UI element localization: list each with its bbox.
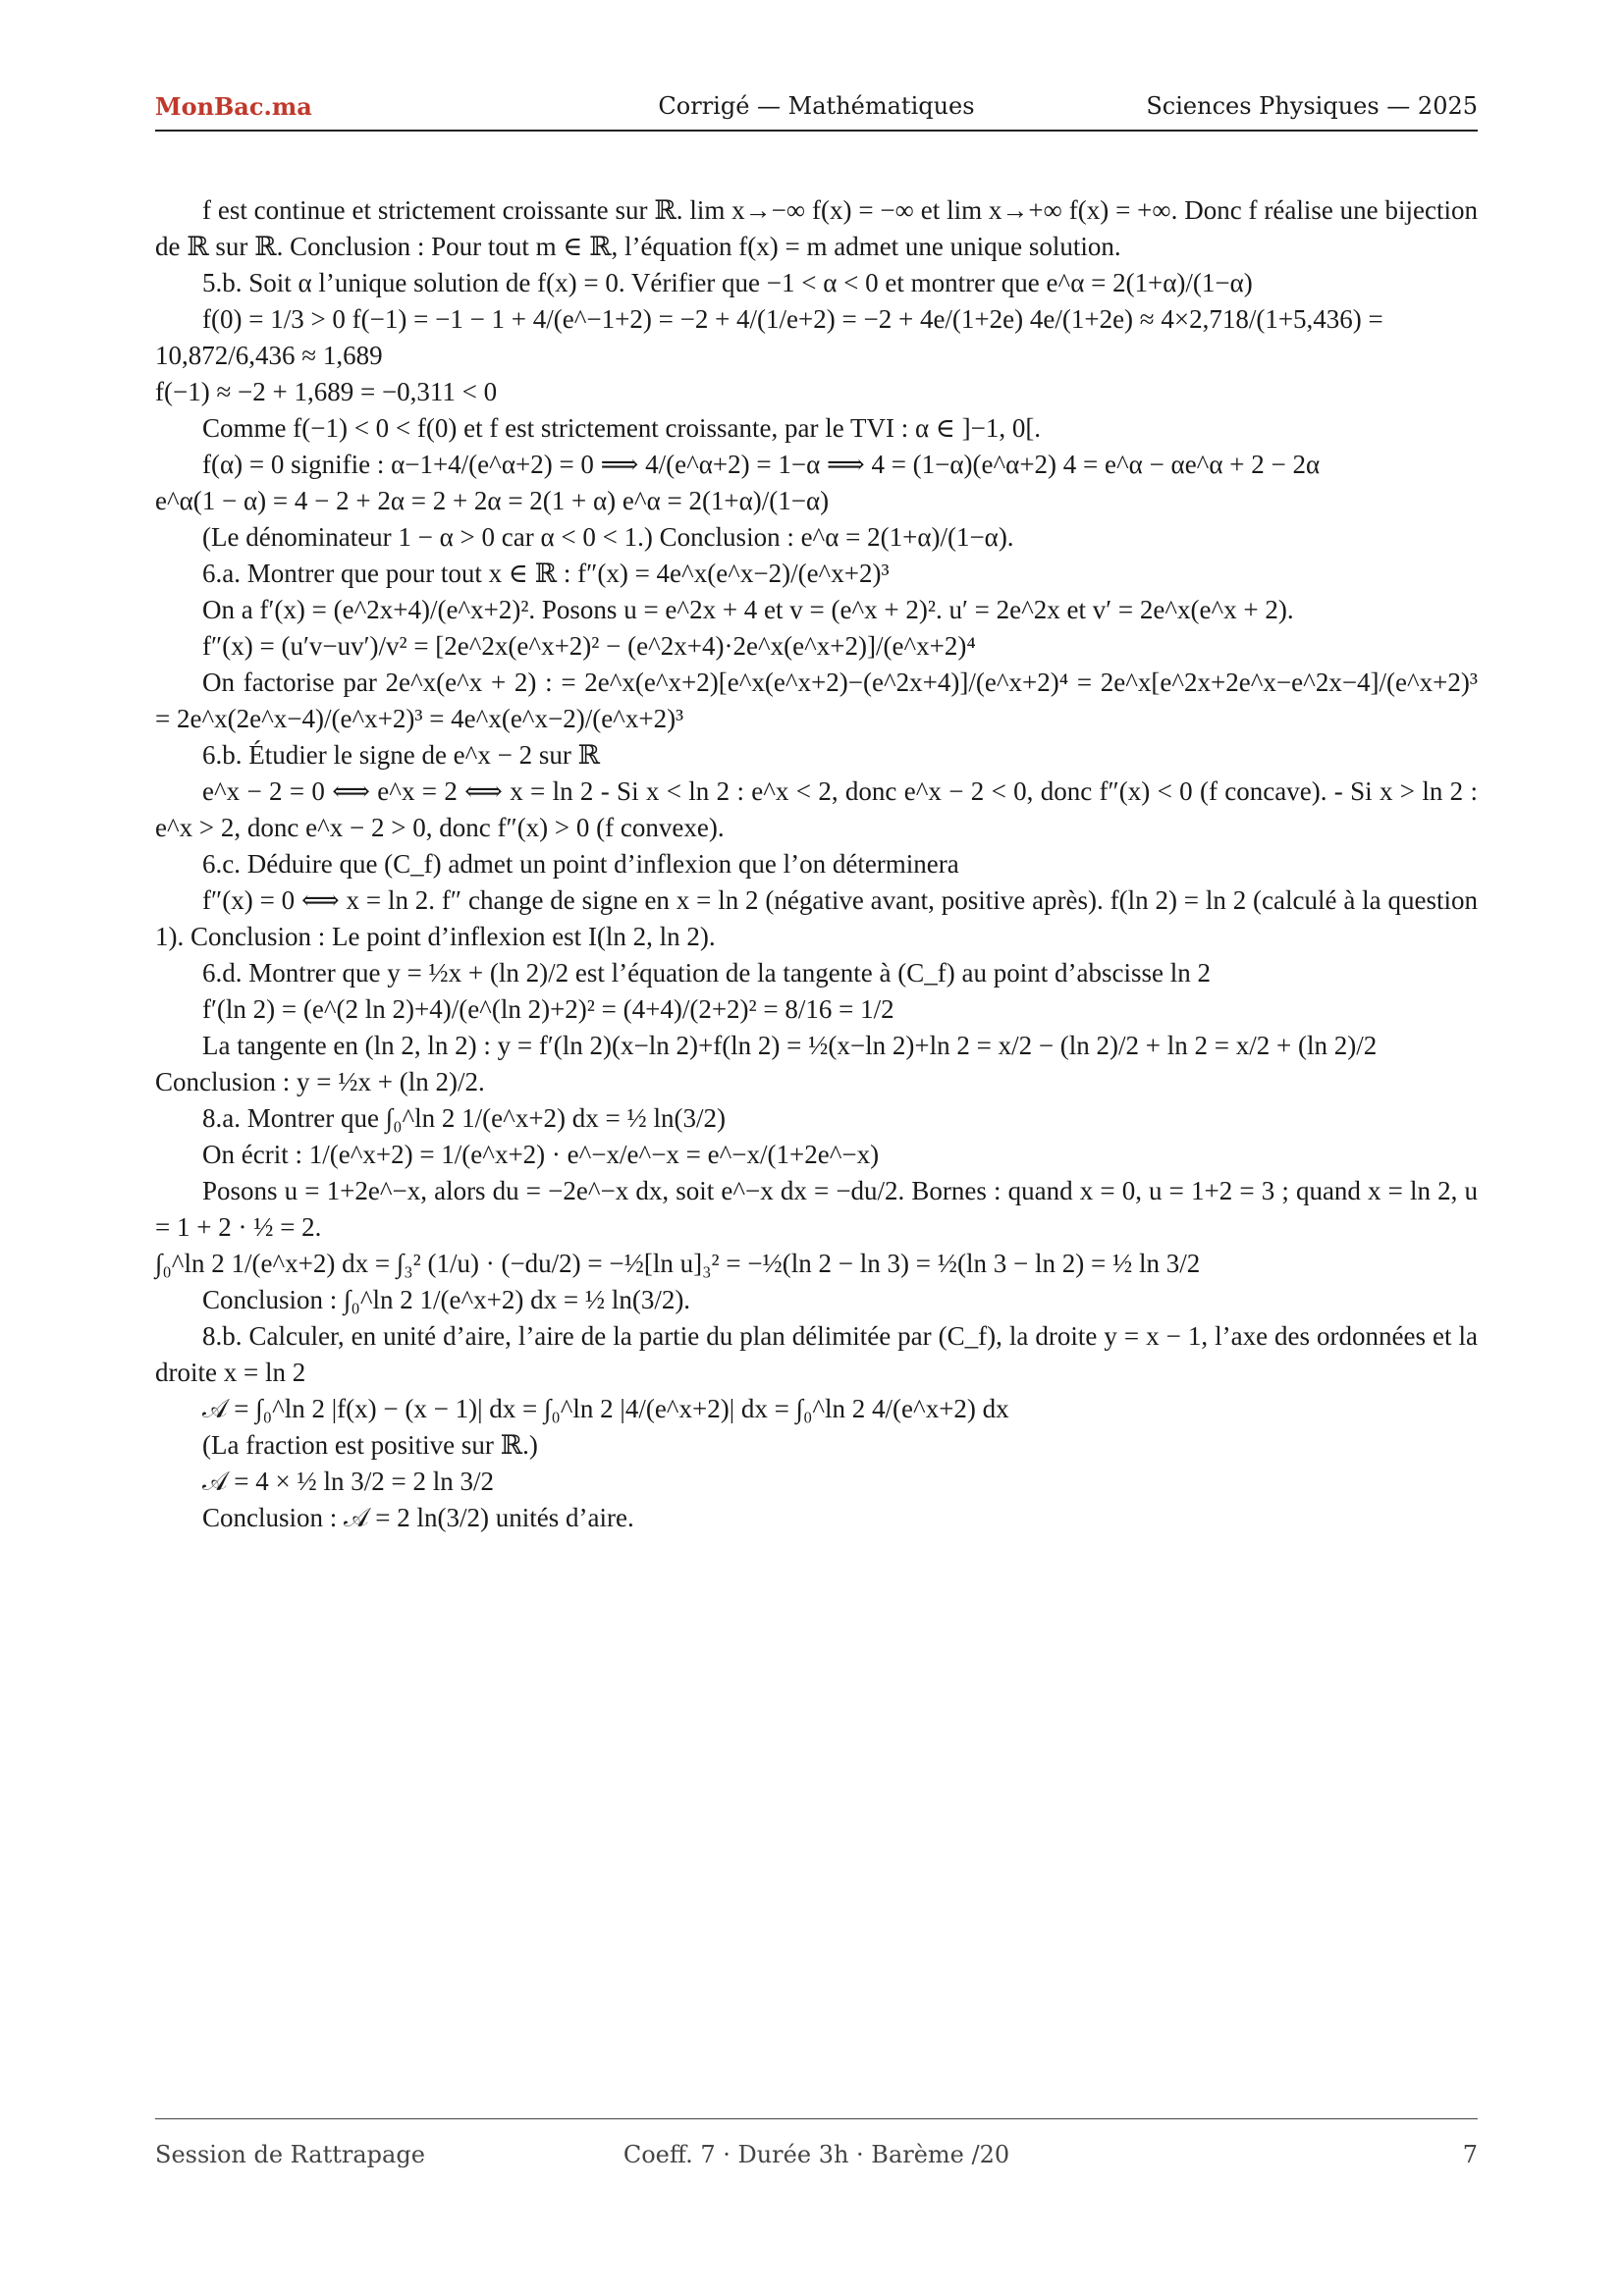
text-line: f″(x) = (u′v−uv′)/v² = [2e^2x(e^x+2)² − (e^2x+4)·2e^x(e^x+2)]/(e^x+2)⁴ <box>202 631 976 661</box>
header-brand: MonBac.ma <box>155 92 312 121</box>
text-line: Posons u = 1+2e^−x, alors du = −2e^−x dx, soit e^−x dx = −du/2. Bornes : quand x = 0, u = 1+2 = 3 ; quand x = ln 2, u = 1 + 2 · ½ = 2. <box>155 1176 1478 1242</box>
text-line: f(α) = 0 signifie : α−1+4/(e^α+2) = 0 ⟹ 4/(e^α+2) = 1−α ⟹ 4 = (1−α)(e^α+2) 4 = e^α − αe^α + 2 − 2α <box>202 450 1321 479</box>
text-line: Conclusion : y = ½x + (ln 2)/2. <box>155 1067 485 1096</box>
footer-center: Coeff. 7 · Durée 3h · Barème /20 <box>623 2141 1010 2168</box>
text-line: La tangente en (ln 2, ln 2) : y = f′(ln 2)(x−ln 2)+f(ln 2) = ½(x−ln 2)+ln 2 = x/2 − (ln 2)/2 + ln 2 = x/2 + (ln 2)/2 <box>202 1031 1378 1060</box>
page-header <box>155 90 1478 132</box>
text-line: (La fraction est positive sur ℝ.) <box>202 1430 538 1460</box>
text-line: ∫₀^ln 2 1/(e^x+2) dx = ∫₃² (1/u) · (−du/2) = −½[ln u]₃² = −½(ln 2 − ln 3) = ½(ln 3 − ln 2) = ½ ln 3/2 <box>155 1249 1201 1278</box>
page-footer <box>155 2118 1478 2168</box>
text-line: (Le dénominateur 1 − α > 0 car α < 0 < 1.) Conclusion : e^α = 2(1+α)/(1−α). <box>202 522 1014 552</box>
text-line: On a f′(x) = (e^2x+4)/(e^x+2)². Posons u = e^2x + 4 et v = (e^x + 2)². u′ = 2e^2x et v′ = 2e^x(e^x + 2). <box>202 595 1294 624</box>
text-line: f est continue et strictement croissante sur ℝ. lim x→−∞ f(x) = −∞ et lim x→+∞ f(x) = +∞. Donc f réalise une bijection de ℝ sur ℝ. Conclusion : Pour tout m ∈ ℝ, l’équation f(x) = m admet une unique solution. <box>155 195 1478 261</box>
footer-left: Session de Rattrapage <box>155 2141 425 2168</box>
text-line: f(0) = 1/3 > 0 f(−1) = −1 − 1 + 4/(e^−1+2) = −2 + 4/(1/e+2) = −2 + 4e/(1+2e) 4e/(1+2e) ≈ 4×2,718/(1+5,436) = 10,872/6,436 ≈ 1,689 <box>155 304 1383 370</box>
document-body <box>155 192 1478 1536</box>
question-heading: 6.a. Montrer que pour tout x ∈ ℝ : f″(x) = 4e^x(e^x−2)/(e^x+2)³ <box>202 559 890 588</box>
text-line: Conclusion : 𝒜 = 2 ln(3/2) unités d’aire. <box>202 1503 634 1532</box>
text-line: 𝒜 = 4 × ½ ln 3/2 = 2 ln 3/2 <box>202 1467 494 1496</box>
text-line: f″(x) = 0 ⟺ x = ln 2. f″ change de signe en x = ln 2 (négative avant, positive après). f(ln 2) = ln 2 (calculé à la question 1). Conclusion : Le point d’inflexion est I(ln 2, ln 2). <box>155 885 1478 951</box>
text-line: On factorise par 2e^x(e^x + 2) : = 2e^x(e^x+2)[e^x(e^x+2)−(e^2x+4)]/(e^x+2)⁴ = 2e^x[e^2x+2e^x−e^2x−4]/(e^x+2)³ = 2e^x(2e^x−4)/(e^x+2)³ = 4e^x(e^x−2)/(e^x+2)³ <box>155 667 1478 733</box>
page-number: 7 <box>1462 2141 1478 2168</box>
text-line: e^x − 2 = 0 ⟺ e^x = 2 ⟺ x = ln 2 - Si x < ln 2 : e^x < 2, donc e^x − 2 < 0, donc f″(x) < 0 (f concave). - Si x > ln 2 : e^x > 2, donc e^x − 2 > 0, donc f″(x) > 0 (f convexe). <box>155 776 1478 842</box>
question-heading: 8.a. Montrer que ∫₀^ln 2 1/(e^x+2) dx = ½ ln(3/2) <box>202 1103 726 1133</box>
header-title: Corrigé — Mathématiques <box>658 92 975 120</box>
text-line: Comme f(−1) < 0 < f(0) et f est strictement croissante, par le TVI : α ∈ ]−1, 0[. <box>202 413 1042 443</box>
header-right: Sciences Physiques — 2025 <box>1146 92 1478 120</box>
question-heading: 8.b. Calculer, en unité d’aire, l’aire de la partie du plan délimitée par (C_f), la droite y = x − 1, l’axe des ordonnées et la droite x = ln 2 <box>155 1321 1478 1387</box>
question-heading: 6.d. Montrer que y = ½x + (ln 2)/2 est l’équation de la tangente à (C_f) au point d’abscisse ln 2 <box>202 958 1211 988</box>
text-line: e^α(1 − α) = 4 − 2 + 2α = 2 + 2α = 2(1 + α) e^α = 2(1+α)/(1−α) <box>155 486 830 515</box>
question-heading: 6.b. Étudier le signe de e^x − 2 sur ℝ <box>202 740 600 770</box>
text-line: Conclusion : ∫₀^ln 2 1/(e^x+2) dx = ½ ln(3/2). <box>202 1285 691 1314</box>
text-line: f(−1) ≈ −2 + 1,689 = −0,311 < 0 <box>155 377 498 406</box>
question-heading: 6.c. Déduire que (C_f) admet un point d’inflexion que l’on déterminera <box>202 849 959 879</box>
text-line: f′(ln 2) = (e^(2 ln 2)+4)/(e^(ln 2)+2)² = (4+4)/(2+2)² = 8/16 = 1/2 <box>202 994 894 1024</box>
text-line: 𝒜 = ∫₀^ln 2 |f(x) − (x − 1)| dx = ∫₀^ln 2 |4/(e^x+2)| dx = ∫₀^ln 2 4/(e^x+2) dx <box>202 1394 1009 1423</box>
text-line: On écrit : 1/(e^x+2) = 1/(e^x+2) · e^−x/e^−x = e^−x/(1+2e^−x) <box>202 1140 880 1169</box>
question-heading: 5.b. Soit α l’unique solution de f(x) = 0. Vérifier que −1 < α < 0 et montrer que e^α = 2(1+α)/(1−α) <box>202 268 1253 297</box>
